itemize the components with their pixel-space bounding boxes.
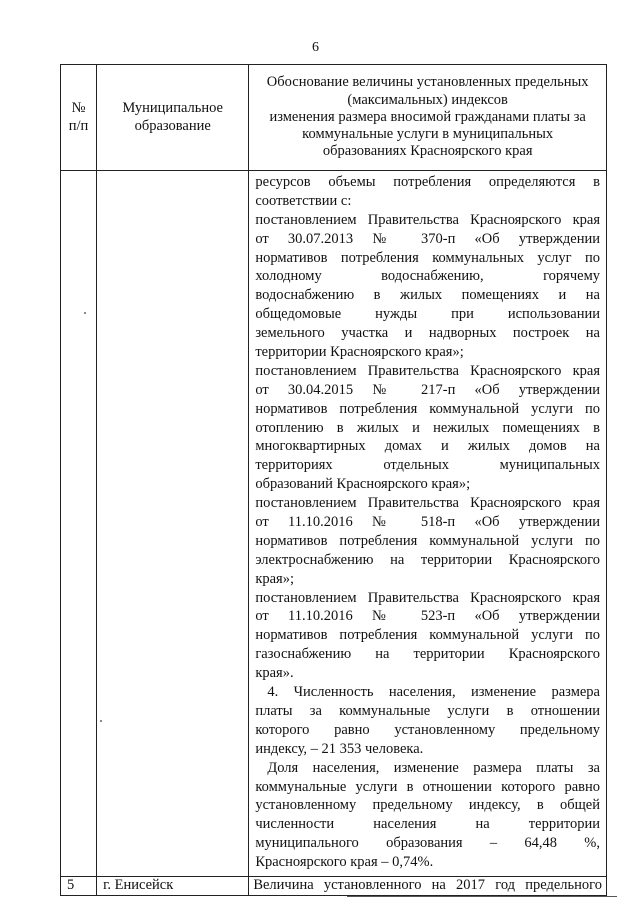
justification-line: электроснабжению на территории Красноярского xyxy=(255,551,600,568)
header-justification xyxy=(249,65,607,171)
justification-line: от 30.07.2013 № 370-п «Об утверждении xyxy=(255,230,600,247)
justification-line: Величина установленного на 2017 год предельного xyxy=(253,876,602,893)
justification-line: края». xyxy=(255,665,294,682)
header-municipality xyxy=(97,65,249,171)
justification-line: Доля населения, изменение размера платы за xyxy=(267,759,600,776)
justification-line: Красноярского края – 0,74%. xyxy=(255,854,434,871)
header-number-line: № xyxy=(71,100,86,117)
header-justification-line: (максимальных) индексов xyxy=(347,91,508,108)
table-row xyxy=(61,876,607,895)
header-justification-line: образованиях Красноярского края xyxy=(322,143,533,160)
justification-line: от 30.04.2015 № 217-п «Об утверждении xyxy=(255,381,600,398)
header-municipality-line: Муниципальное xyxy=(122,100,223,117)
justification-line: территориях отдельных муниципальных xyxy=(255,457,600,474)
row-municipality-cell xyxy=(97,171,249,877)
justification-line: многоквартирных домах и жилых домов на xyxy=(255,438,600,455)
justification-line: постановлением Правительства Красноярского края xyxy=(255,589,600,606)
justification-line: холодному водоснабжению, горячему xyxy=(255,268,600,285)
justification-line: отоплению в жилых и нежилых помещениях в xyxy=(255,419,600,436)
justification-line: соответствии с: xyxy=(255,192,352,209)
justification-line: установленному предельному индексу, в общей xyxy=(255,797,600,814)
justification-line: общедомовые нужды при использовании xyxy=(255,306,600,323)
justification-line: ресурсов объемы потребления определяются в xyxy=(255,174,600,190)
justification-line: нормативов потребления коммунальной услуги по xyxy=(255,400,600,417)
justification-line: нормативов потребления коммунальной услуги по xyxy=(255,627,600,644)
justification-line: земельного участка и надворных построек на xyxy=(255,325,600,342)
header-municipality-line: образование xyxy=(134,117,211,134)
row-number-cell: 5 xyxy=(61,876,97,895)
justification-line: постановлением Правительства Красноярского края xyxy=(255,362,600,379)
justification-line: муниципального образования – 64,48 %, xyxy=(255,835,600,852)
justification-line: 4. Численность населения, изменение размера xyxy=(267,684,600,701)
header-number xyxy=(61,65,97,171)
header-justification-line: изменения размера вносимой гражданами платы за xyxy=(269,108,586,125)
justification-line: нормативов потребления коммунальной услуги по xyxy=(255,532,600,549)
header-justification-line: Обоснование величины установленных предельных xyxy=(266,74,589,91)
row-municipality-cell: г. Енисейск xyxy=(97,876,249,895)
justification-line: коммунальные услуги в отношении которого равно xyxy=(255,778,600,795)
justification-line: образований Красноярского края»; xyxy=(255,476,471,493)
table-row xyxy=(61,171,607,877)
table-header-row xyxy=(61,65,607,171)
justification-text xyxy=(255,173,600,872)
row-justification-cell xyxy=(249,876,607,895)
justification-line: газоснабжению на территории Красноярского xyxy=(255,646,600,663)
row-justification-cell xyxy=(249,171,607,877)
justification-line: территории Красноярского края»; xyxy=(255,344,464,361)
justification-line: от 11.10.2016 № 523-п «Об утверждении xyxy=(255,608,600,625)
indices-table xyxy=(60,64,607,896)
justification-line: индексу, – 21 353 человека. xyxy=(255,740,424,757)
justification-line: численности населения на территории xyxy=(255,816,600,833)
justification-line: нормативов потребления коммунальных услуг по xyxy=(255,249,600,266)
header-justification-line: коммунальные услуги в муниципальных xyxy=(302,126,554,143)
justification-line: водоснабжению в жилых помещениях и на xyxy=(255,287,600,304)
justification-line: от 11.10.2016 № 518-п «Об утверждении xyxy=(255,514,600,531)
scan-speck xyxy=(84,312,86,314)
row-number-cell xyxy=(61,171,97,877)
justification-line: постановлением Правительства Красноярского края xyxy=(255,495,600,512)
page-number: 6 xyxy=(312,40,319,55)
bottom-rule xyxy=(347,896,617,897)
header-number-line: п/п xyxy=(68,117,89,134)
justification-line: края»; xyxy=(255,570,295,587)
justification-line: постановлением Правительства Красноярского края xyxy=(255,211,600,228)
justification-line: платы за коммунальные услуги в отношении xyxy=(255,702,600,719)
scan-speck xyxy=(100,720,102,722)
justification-line: которого равно установленному предельному xyxy=(255,721,600,738)
